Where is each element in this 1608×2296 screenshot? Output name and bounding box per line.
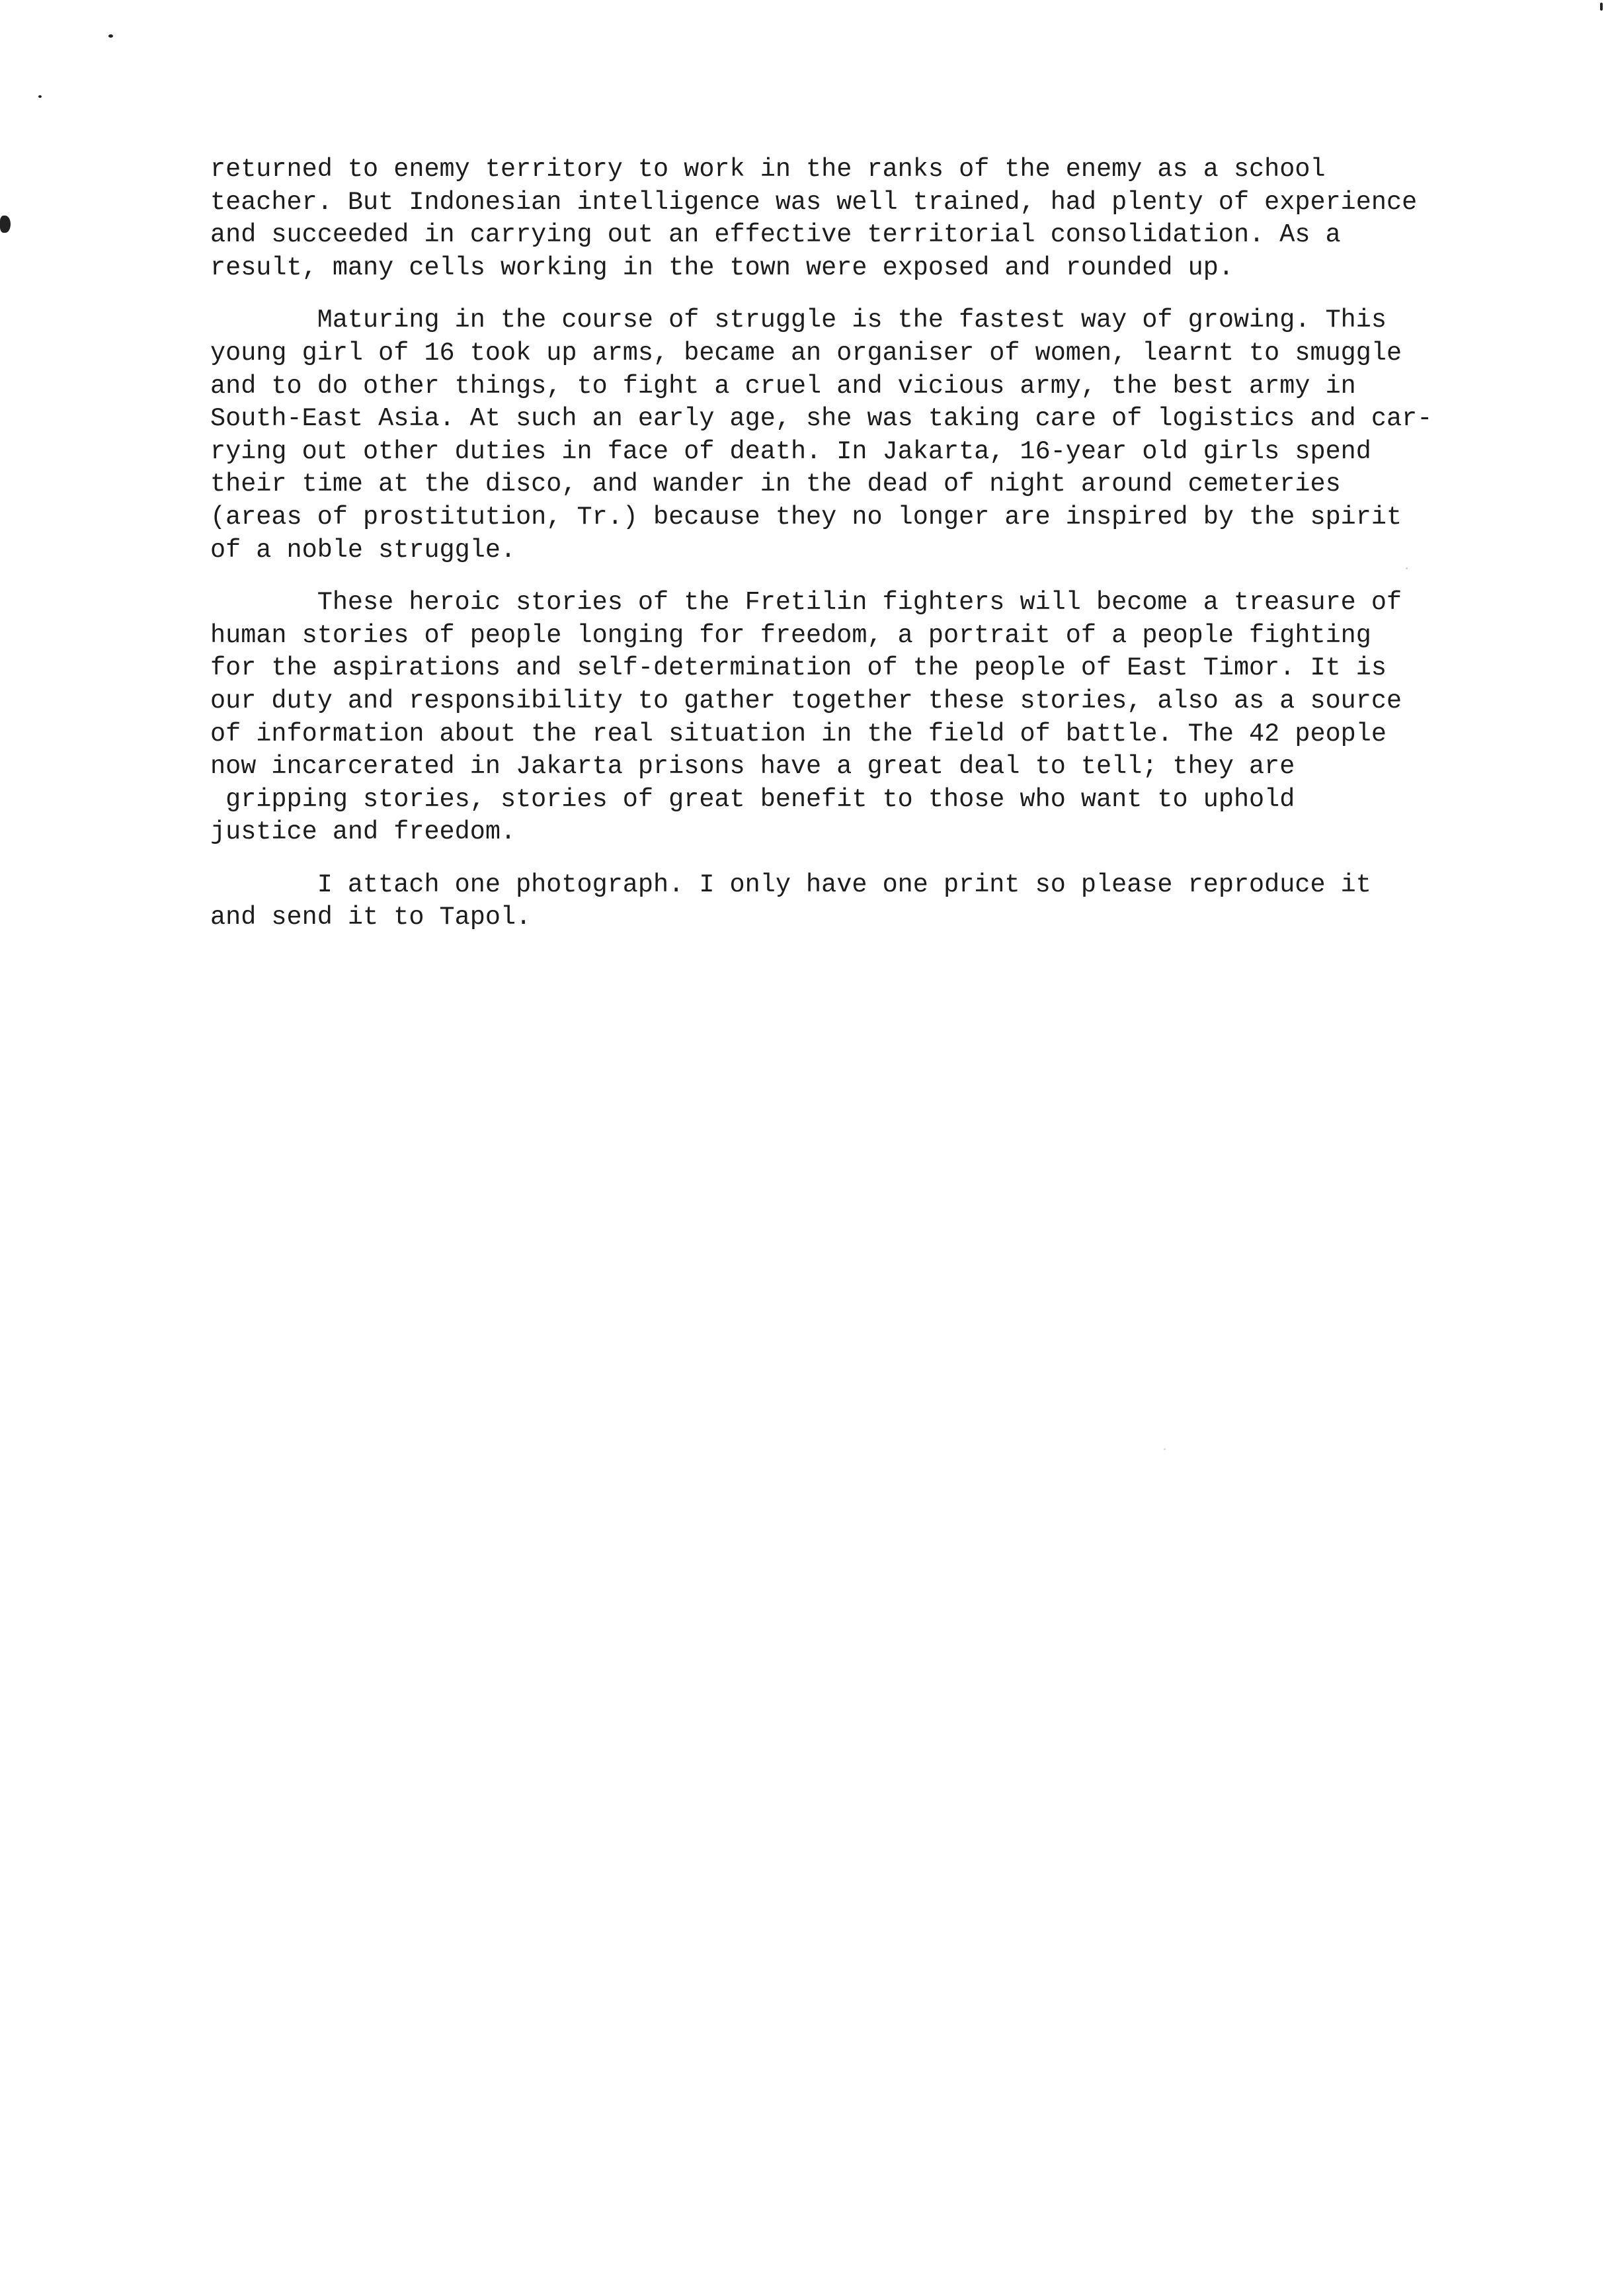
text-line: and send it to Tapol.: [210, 903, 532, 932]
text-line: result, many cells working in the town were exposed and rounded up.: [210, 253, 1234, 282]
paragraph-2: [210, 304, 1533, 567]
text-line: Maturing in the course of struggle is the fastest way of growing. This: [210, 306, 1387, 335]
text-line: of information about the real situation in the field of battle. The 42 people: [210, 719, 1387, 749]
text-line: rying out other duties in face of death. In Jakarta, 16-year old girls spend: [210, 436, 1371, 466]
text-line: gripping stories, stories of great benefit to those who want to uphold: [210, 784, 1295, 814]
letter-body: [210, 153, 1533, 954]
text-line: I attach one photograph. I only have one print so please reproduce it: [210, 870, 1371, 899]
text-line: teacher. But Indonesian intelligence was well trained, had plenty of experience: [210, 187, 1418, 217]
text-line: and to do other things, to fight a cruel and vicious army, the best army in: [210, 371, 1356, 401]
text-line: and succeeded in carrying out an effective territorial consolidation. As a: [210, 220, 1341, 250]
text-line: our duty and responsibility to gather together these stories, also as a source: [210, 686, 1402, 716]
paragraph-1: [210, 153, 1533, 284]
text-line: now incarcerated in Jakarta prisons have a great deal to tell; they are: [210, 752, 1295, 782]
paragraph-3: [210, 587, 1533, 849]
text-line: young girl of 16 took up arms, became an organiser of women, learnt to smuggle: [210, 338, 1402, 368]
text-line: South-East Asia. At such an early age, she was taking care of logistics and car-: [210, 404, 1433, 434]
text-line: (areas of prostitution, Tr.) because they no longer are inspired by the spirit: [210, 502, 1402, 532]
text-line: returned to enemy territory to work in the ranks of the enemy as a school: [210, 155, 1326, 184]
faint-speck: [1164, 1448, 1166, 1450]
text-line: their time at the disco, and wander in the dead of night around cemeteries: [210, 470, 1341, 499]
punch-hole-mark: [0, 216, 11, 233]
text-line: justice and freedom.: [210, 817, 516, 847]
paragraph-4: [210, 869, 1533, 934]
speck-mark: [108, 34, 113, 38]
text-line: of a noble struggle.: [210, 535, 516, 565]
text-line: human stories of people longing for freedom, a portrait of a people fighting: [210, 620, 1371, 650]
text-line: These heroic stories of the Fretilin fighters will become a treasure of: [210, 588, 1402, 618]
speck-mark: [38, 95, 42, 98]
edge-mark: [1600, 3, 1603, 11]
text-line: for the aspirations and self-determination of the people of East Timor. It is: [210, 653, 1387, 683]
